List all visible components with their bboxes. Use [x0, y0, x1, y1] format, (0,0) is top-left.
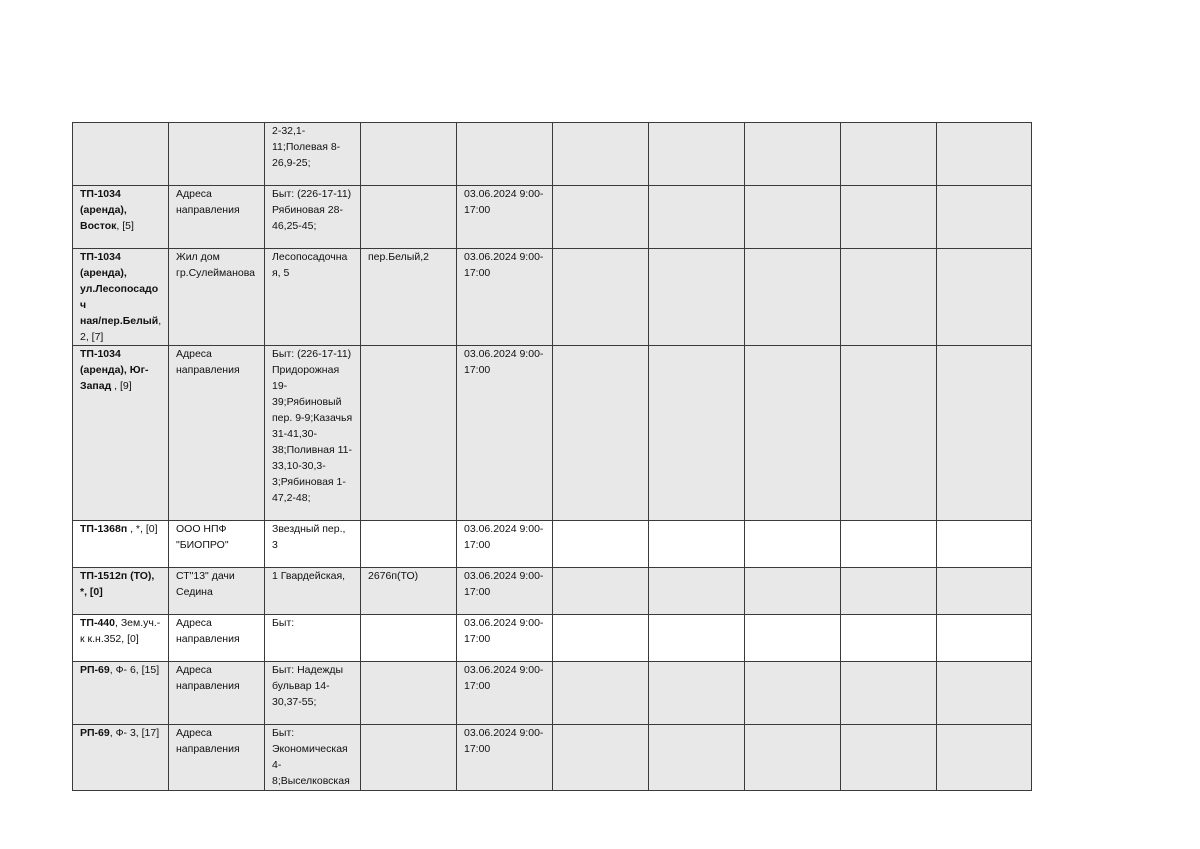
empty-cell: [649, 186, 745, 249]
consumer-cell: ООО НПФ "БИОПРО": [169, 521, 265, 568]
empty-cell: [745, 662, 841, 725]
empty-cell: [745, 615, 841, 662]
empty-cell: [553, 521, 649, 568]
empty-cell: [841, 346, 937, 521]
table-row: [73, 123, 1032, 186]
empty-cell: [745, 123, 841, 186]
empty-cell: [745, 725, 841, 791]
extra-address-cell: [361, 186, 457, 249]
empty-cell: [841, 123, 937, 186]
address-cell: Быт:: [265, 615, 361, 662]
empty-cell: [649, 249, 745, 346]
consumer-cell: Адреса направления: [169, 662, 265, 725]
empty-cell: [937, 186, 1032, 249]
outage-time-cell: [457, 123, 553, 186]
empty-cell: [649, 725, 745, 791]
address-cell: Быт: (226-17-11) Придорожная 19- 39;Рябиновый пер. 9-9;Казачья 31-41,30- 38;Поливная 11- 33,10-30,3- 3;Рябиновая 1- 47,2-48;: [265, 346, 361, 521]
outage-time-cell: 03.06.2024 9:00- 17:00: [457, 186, 553, 249]
empty-cell: [937, 346, 1032, 521]
extra-address-cell: 2676п(ТО): [361, 568, 457, 615]
empty-cell: [553, 186, 649, 249]
address-cell: Быт: Надежды бульвар 14- 30,37-55;: [265, 662, 361, 725]
empty-cell: [937, 662, 1032, 725]
empty-cell: [649, 346, 745, 521]
extra-address-cell: [361, 123, 457, 186]
empty-cell: [745, 249, 841, 346]
table-row: [73, 249, 1032, 346]
outage-time-cell: 03.06.2024 9:00- 17:00: [457, 568, 553, 615]
empty-cell: [553, 662, 649, 725]
empty-cell: [841, 662, 937, 725]
empty-cell: [745, 186, 841, 249]
empty-cell: [649, 521, 745, 568]
address-cell: 2-32,1- 11;Полевая 8- 26,9-25;: [265, 123, 361, 186]
extra-address-cell: [361, 662, 457, 725]
substation-cell: ТП-1034 (аренда), Юг- Запад , [9]: [73, 346, 169, 521]
table-row: [73, 521, 1032, 568]
outage-time-cell: 03.06.2024 9:00- 17:00: [457, 662, 553, 725]
address-cell: Быт: (226-17-11) Рябиновая 28- 46,25-45;: [265, 186, 361, 249]
empty-cell: [553, 123, 649, 186]
empty-cell: [649, 615, 745, 662]
empty-cell: [649, 568, 745, 615]
empty-cell: [841, 615, 937, 662]
consumer-cell: Жил дом гр.Сулейманова: [169, 249, 265, 346]
address-cell: Лесопосадочна я, 5: [265, 249, 361, 346]
empty-cell: [937, 615, 1032, 662]
extra-address-cell: пер.Белый,2: [361, 249, 457, 346]
consumer-cell: Адреса направления: [169, 346, 265, 521]
empty-cell: [745, 346, 841, 521]
consumer-cell: СТ"13" дачи Седина: [169, 568, 265, 615]
substation-cell: РП-69, Ф- 3, [17]: [73, 725, 169, 791]
substation-cell: ТП-1512п (ТО), *, [0]: [73, 568, 169, 615]
address-cell: Быт: Экономическая 4- 8;Выселковская: [265, 725, 361, 791]
substation-cell: ТП-440, Зем.уч.- к к.н.352, [0]: [73, 615, 169, 662]
empty-cell: [745, 521, 841, 568]
outage-time-cell: 03.06.2024 9:00- 17:00: [457, 249, 553, 346]
empty-cell: [841, 725, 937, 791]
empty-cell: [937, 725, 1032, 791]
outage-time-cell: 03.06.2024 9:00- 17:00: [457, 725, 553, 791]
extra-address-cell: [361, 725, 457, 791]
outage-time-cell: 03.06.2024 9:00- 17:00: [457, 615, 553, 662]
empty-cell: [553, 249, 649, 346]
empty-cell: [841, 249, 937, 346]
outage-schedule-table: [72, 122, 1032, 791]
table-row: [73, 725, 1032, 791]
empty-cell: [937, 249, 1032, 346]
substation-cell: ТП-1034 (аренда), Восток, [5]: [73, 186, 169, 249]
substation-cell: [73, 123, 169, 186]
consumer-cell: Адреса направления: [169, 615, 265, 662]
table-row: [73, 615, 1032, 662]
substation-cell: ТП-1034 (аренда), ул.Лесопосадоч ная/пер.Белый, 2, [7]: [73, 249, 169, 346]
empty-cell: [553, 725, 649, 791]
outage-time-cell: 03.06.2024 9:00- 17:00: [457, 521, 553, 568]
empty-cell: [841, 186, 937, 249]
empty-cell: [649, 662, 745, 725]
empty-cell: [841, 521, 937, 568]
substation-cell: РП-69, Ф- 6, [15]: [73, 662, 169, 725]
empty-cell: [937, 123, 1032, 186]
empty-cell: [553, 346, 649, 521]
empty-cell: [937, 521, 1032, 568]
table-row: [73, 568, 1032, 615]
consumer-cell: Адреса направления: [169, 725, 265, 791]
substation-cell: ТП-1368п , *, [0]: [73, 521, 169, 568]
extra-address-cell: [361, 346, 457, 521]
address-cell: Звездный пер., 3: [265, 521, 361, 568]
extra-address-cell: [361, 615, 457, 662]
empty-cell: [553, 615, 649, 662]
address-cell: 1 Гвардейская,: [265, 568, 361, 615]
table-row: [73, 346, 1032, 521]
empty-cell: [649, 123, 745, 186]
empty-cell: [745, 568, 841, 615]
table-row: [73, 662, 1032, 725]
empty-cell: [937, 568, 1032, 615]
extra-address-cell: [361, 521, 457, 568]
consumer-cell: [169, 123, 265, 186]
empty-cell: [553, 568, 649, 615]
consumer-cell: Адреса направления: [169, 186, 265, 249]
outage-time-cell: 03.06.2024 9:00- 17:00: [457, 346, 553, 521]
empty-cell: [841, 568, 937, 615]
table-row: [73, 186, 1032, 249]
